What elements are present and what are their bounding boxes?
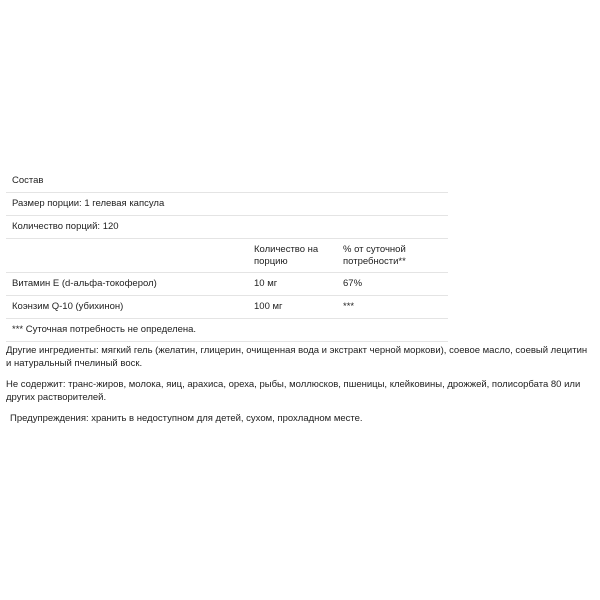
nutrient-name: Коэнзим Q-10 (убихинон): [12, 301, 124, 312]
nutrient-amount: 10 мг: [254, 278, 278, 289]
nutrient-amount: 100 мг: [254, 301, 283, 312]
product-notes: [6, 345, 591, 435]
nutrient-row: [6, 296, 448, 319]
serving-size: Размер порции: 1 гелевая капсула: [12, 198, 165, 209]
header-daily-value: % от суточной потребности**: [343, 243, 406, 267]
serving-size-row: [6, 193, 448, 216]
supplement-facts-table: [6, 170, 448, 342]
nutrient-row: [6, 273, 448, 296]
other-ingredients-text: Другие ингредиенты: мягкий гель (желатин, глицерин, очищенная вода и экстракт черной моркови), соевое масло, соевый лецитин и натуральный пчелиный воск.: [6, 345, 588, 369]
nutrient-daily-value: 67%: [343, 278, 363, 289]
nutrient-daily-value: ***: [343, 301, 355, 312]
warnings-text: Предупреждения: хранить в недоступном для детей, сухом, прохладном месте.: [10, 413, 363, 424]
servings-count-row: [6, 216, 448, 239]
footnote: *** Суточная потребность не определена.: [12, 324, 197, 335]
facts-title-row: [6, 170, 448, 193]
does-not-contain-text: Не содержит: транс-жиров, молока, яиц, арахиса, ореха, рыбы, моллюсков, пшеницы, клейковины, дрожжей, полисорбата 80 или других растворителей.: [6, 379, 581, 403]
servings-count: Количество порций: 120: [12, 221, 119, 232]
header-amount: Количество на порцию: [254, 243, 319, 267]
facts-title: Состав: [12, 175, 44, 186]
footnote-row: [6, 319, 448, 342]
facts-header-row: [6, 239, 448, 273]
nutrient-name: Витамин E (d-альфа-токоферол): [12, 278, 157, 289]
